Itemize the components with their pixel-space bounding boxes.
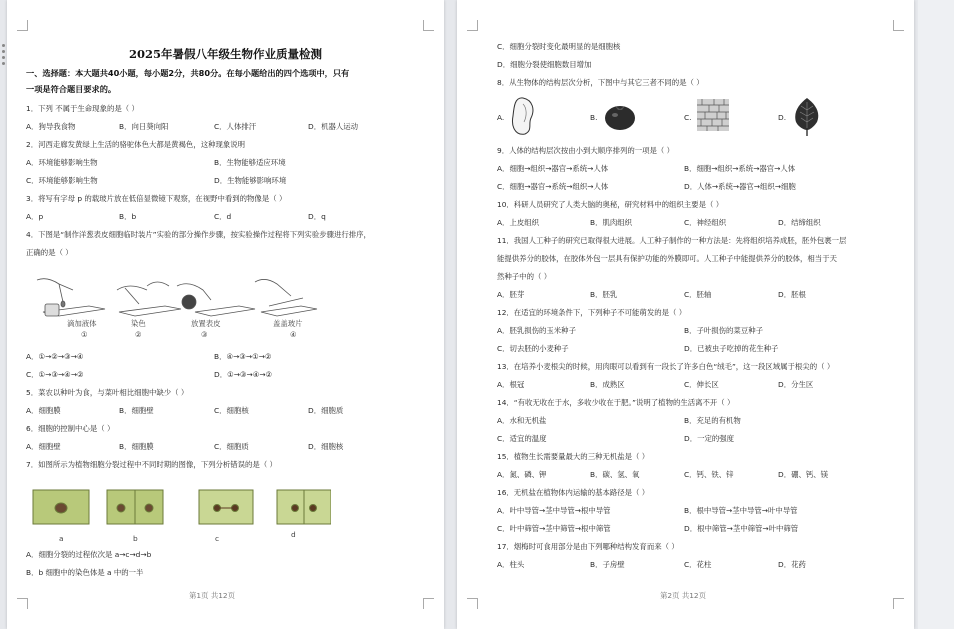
option: A．胚乳损伤的玉米种子 (497, 326, 576, 335)
question-11-cont: 能提供养分的胶体，在胶体外包一层具有保护功能的外膜即可。人工种子中能提供养分的胶体，相当于天 (497, 254, 837, 263)
tissue-image (697, 99, 729, 131)
question-11-cont: 然种子中的（ ） (497, 272, 552, 281)
option: D. (778, 113, 787, 122)
option: B．b 细胞中的染色体是 a 中的一半 (26, 568, 144, 577)
option: D．胚根 (778, 290, 806, 299)
figure-label: a (59, 534, 64, 543)
leaf-image (791, 96, 823, 136)
drag-handle[interactable] (2, 44, 6, 68)
side-scroll-area[interactable] (918, 0, 954, 629)
option: A．胚芽 (497, 290, 525, 299)
option: C．d (214, 212, 232, 221)
question-10: 10．科研人员研究了人类大脑的奥秘，研究材料中的组织主要是（ ） (497, 200, 724, 209)
option: B．④→③→①→② (214, 352, 272, 361)
option: A．p (26, 212, 44, 221)
option: D．细胞核 (308, 442, 344, 451)
option: A．狗导我食物 (26, 122, 76, 131)
option: C．①→③→④→② (26, 370, 84, 379)
option: B．生物能够适应环境 (214, 158, 286, 167)
option: B．b (119, 212, 137, 221)
slide-procedure-illustration (29, 276, 319, 318)
option: C. (684, 113, 692, 122)
option: C．叶中筛管→茎中筛管→根中筛管 (497, 524, 611, 533)
corner-mark (17, 598, 28, 609)
question-2: 2．河西走廊发黄绿上生活的骆驼体色大都是黄褐色，这种现象说明 (26, 140, 246, 149)
option: B．子房壁 (590, 560, 625, 569)
figure-label: 滴加液体 (67, 319, 97, 328)
question-4-cont: 正确的是（ ） (26, 248, 73, 257)
option: A．细胞→组织→器官→系统→人体 (497, 164, 609, 173)
option: A．水和无机盐 (497, 416, 547, 425)
option: A．氮、磷、钾 (497, 470, 547, 479)
option: C．切去胚的小麦种子 (497, 344, 569, 353)
page-title: 2025年暑假八年级生物作业质量检测 (128, 47, 322, 61)
option: D．q (308, 212, 326, 221)
question-3: 3．将写有字母 p 的载玻片放在低倍显微镜下观察，在视野中看到的物像是（ ） (26, 194, 287, 203)
option: A．柱头 (497, 560, 525, 569)
figure-number: ③ (201, 330, 208, 339)
option: C．细胞核 (214, 406, 249, 415)
corner-mark (423, 598, 434, 609)
option: C．钙、铁、锌 (684, 470, 734, 479)
option: B．细胞膜 (119, 442, 154, 451)
section-heading-cont: 一项是符合题目要求的。 (26, 84, 117, 94)
question-4: 4．下图是“制作洋葱表皮细胞临时装片”实验的部分操作步骤，按实验操作过程将下列实验步骤进行排序， (26, 230, 371, 239)
question-9: 9．人体的结构层次按由小到大顺序排列的一项是（ ） (497, 146, 675, 155)
question-16: 16．无机盐在植物体内运输的基本路径是（ ） (497, 488, 650, 497)
bean-seed-image (509, 96, 537, 136)
option: D．人体→系统→器官→组织→细胞 (684, 182, 796, 191)
cell-division-illustration (31, 488, 331, 528)
question-15: 15．植物生长需要量最大的三种无机盐是（ ） (497, 452, 650, 461)
option: B．碳、氢、氧 (590, 470, 640, 479)
question-17: 17．烟梅时可食用部分是由下列哪种结构发育而来（ ） (497, 542, 679, 551)
option: B．子叶损伤的菜豆种子 (684, 326, 763, 335)
option: C．细胞→器官→系统→组织→人体 (497, 182, 609, 191)
option: A．环境能够影响生物 (26, 158, 98, 167)
option: C．环境能够影响生物 (26, 176, 98, 185)
option: C．神经组织 (684, 218, 727, 227)
page-2 (457, 0, 914, 629)
option: A. (497, 113, 505, 122)
option: B．成熟区 (590, 380, 625, 389)
option: D．①→③→④→② (214, 370, 273, 379)
figure-label: d (291, 530, 296, 539)
corner-mark (467, 598, 478, 609)
option: B．向日葵向阳 (119, 122, 169, 131)
option: B．肌肉组织 (590, 218, 633, 227)
option: D．硼、钙、镁 (778, 470, 829, 479)
figure-number: ① (81, 330, 88, 339)
question-7: 7．如图所示为植物细胞分裂过程中不同时期的图像，下列分析错误的是（ ） (26, 460, 277, 469)
option: D．已被虫子吃掉的花生种子 (684, 344, 779, 353)
question-5: 5．菜农以种叶为食，与菜叶相比细胞中缺少（ ） (26, 388, 189, 397)
option: C．细胞质 (214, 442, 249, 451)
option: A．叶中导管→茎中导管→根中导管 (497, 506, 611, 515)
page-1 (7, 0, 444, 629)
figure-number: ④ (290, 330, 297, 339)
option: C．细胞分裂时变化最明显的是细胞核 (497, 42, 621, 51)
question-13: 13．在培养小麦根尖的时候，用肉眼可以看到有一段长了许多白色“绒毛”，这一段区域属于根尖的（ ） (497, 362, 835, 371)
option: C．胚轴 (684, 290, 712, 299)
option: A．①→②→③→④ (26, 352, 84, 361)
option: B．细胞壁 (119, 406, 154, 415)
option: D．花药 (778, 560, 806, 569)
option: B．根中导管→茎中导管→叶中导管 (684, 506, 798, 515)
option: D．一定的强度 (684, 434, 735, 443)
question-6: 6．细胞的控制中心是（ ） (26, 424, 115, 433)
option: B．细胞→组织→系统→器官→人体 (684, 164, 796, 173)
corner-mark (467, 20, 478, 31)
option: C．伸长区 (684, 380, 719, 389)
figure-label: 放置表皮 (191, 319, 221, 328)
option: D．结缔组织 (778, 218, 821, 227)
option: A．根冠 (497, 380, 525, 389)
question-1: 1．下列 不属于生命现象的是（ ） (26, 104, 139, 113)
option: B．胚乳 (590, 290, 618, 299)
question-8: 8．从生物体的结构层次分析，下图中与其它三者不同的是（ ） (497, 78, 704, 87)
corner-mark (423, 20, 434, 31)
option: B．充足的有机物 (684, 416, 741, 425)
figure-label: b (133, 534, 138, 543)
figure-label: c (215, 534, 220, 543)
option: C．花柱 (684, 560, 712, 569)
figure-label: 盖盖玻片 (273, 319, 303, 328)
option: A．细胞分裂的过程依次是 a→c→d→b (26, 550, 152, 559)
option: A．上皮组织 (497, 218, 540, 227)
figure-number: ② (135, 330, 142, 339)
option: D．生物能够影响环境 (214, 176, 287, 185)
option: B. (590, 113, 598, 122)
option: D．细胞质 (308, 406, 344, 415)
page-footer: 第1页 共12页 (189, 591, 236, 600)
question-11: 11．我国人工种子的研究已取得很大进展。人工种子制作的一种方法是：先将组织培养成胚，胚外包裹一层 (497, 236, 847, 245)
option: C．人体排汗 (214, 122, 257, 131)
question-12: 12．在适宜的环境条件下，下列种子不可能萌发的是（ ） (497, 308, 687, 317)
page-footer: 第2页 共12页 (660, 591, 707, 600)
tomato-image (603, 100, 637, 132)
option: D．分生区 (778, 380, 814, 389)
option: D．机器人运动 (308, 122, 359, 131)
corner-mark (893, 20, 904, 31)
option: A．细胞膜 (26, 406, 61, 415)
corner-mark (17, 20, 28, 31)
figure-label: 染色 (131, 319, 146, 328)
option: D．根中筛管→茎中筛管→叶中筛管 (684, 524, 799, 533)
corner-mark (893, 598, 904, 609)
option: A．细胞壁 (26, 442, 61, 451)
option: C．适宜的温度 (497, 434, 547, 443)
question-14: 14．“有收无收在于水，多收少收在于肥。”说明了植物的生活离不开（ ） (497, 398, 735, 407)
section-heading: 一、选择题：本大题共40小题，每小题2分，共80分。在每小题给出的四个选项中，只有 (26, 68, 350, 78)
option: D．细胞分裂使细胞数目增加 (497, 60, 592, 69)
